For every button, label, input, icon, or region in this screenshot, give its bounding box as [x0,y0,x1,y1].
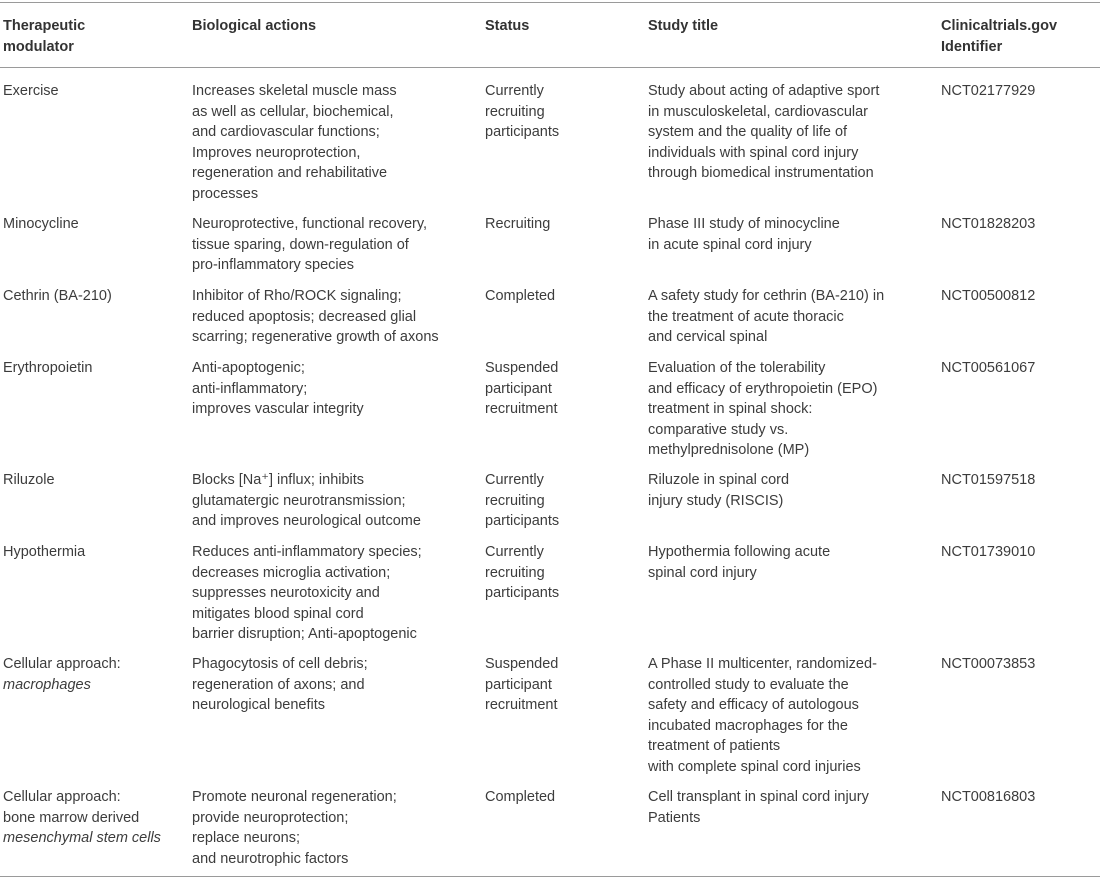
cell-biological-actions: Inhibitor of Rho/ROCK signaling; reduced apoptosis; decreased glial scarring; regenerative growth of axons [192,288,439,345]
cell-study-title: Riluzole in spinal cord injury study (RISCIS) [648,472,790,509]
cell-status: Completed [485,288,556,304]
cell-study-title: Cell transplant in spinal cord injury Patients [648,789,869,826]
cell-identifier: NCT02177929 [941,83,1036,99]
cell-status: Completed [485,789,556,805]
cell-modulator: Cellular approach: macrophages [3,656,121,693]
cell-study-title: Hypothermia following acute spinal cord injury [648,544,831,581]
header-therapeutic-modulator: Therapeutic modulator [3,18,86,55]
cell-modulator: Erythropoietin [3,360,93,376]
cell-identifier: NCT00561067 [941,360,1036,376]
cell-modulator: Riluzole [3,472,55,488]
cell-modulator: Cethrin (BA-210) [3,288,112,304]
cell-study-title: A Phase II multicenter, randomized- controlled study to evaluate the safety and efficacy of autologous incubated macrophages for the treatment of patients with complete spinal cord injuries [648,656,877,775]
cell-status: Currently recruiting participants [485,544,560,601]
cell-identifier: NCT01828203 [941,216,1036,232]
cell-modulator: Hypothermia [3,544,86,560]
cell-study-title: A safety study for cethrin (BA-210) in the treatment of acute thoracic and cervical spinal [648,288,885,345]
cell-study-title: Study about acting of adaptive sport in musculoskeletal, cardiovascular system and the quality of life of individuals with spinal cord injury through biomedical instrumentation [648,83,880,181]
cell-modulator: Cellular approach: bone marrow derived mesenchymal stem cells [3,789,161,846]
cell-study-title: Phase III study of minocycline in acute spinal cord injury [648,216,840,253]
cell-biological-actions: Anti-apoptogenic; anti-inflammatory; improves vascular integrity [192,360,364,417]
cell-status: Currently recruiting participants [485,83,560,140]
header-biological-actions: Biological actions [192,18,317,34]
cell-status: Recruiting [485,216,551,232]
cell-biological-actions: Promote neuronal regeneration; provide neuroprotection; replace neurons; and neurotrophic factors [192,789,397,867]
cell-modulator: Exercise [3,83,59,99]
cell-biological-actions: Phagocytosis of cell debris; regeneration of axons; and neurological benefits [192,656,368,713]
cell-identifier: NCT00073853 [941,656,1036,672]
table-bottom-rule [0,876,1100,877]
cell-biological-actions: Blocks [Na⁺] influx; inhibits glutamatergic neurotransmission; and improves neurological outcome [192,472,421,529]
cell-status: Suspended participant recruitment [485,360,559,417]
cell-biological-actions: Neuroprotective, functional recovery, tissue sparing, down-regulation of pro-inflammatory species [192,216,428,273]
cell-identifier: NCT00816803 [941,789,1036,805]
cell-biological-actions: Increases skeletal muscle mass as well as cellular, biochemical, and cardiovascular functions; Improves neuroprotection, regeneration and rehabilitative processes [192,83,397,202]
cell-status: Suspended participant recruitment [485,656,559,713]
cell-identifier: NCT01597518 [941,472,1036,488]
cell-status: Currently recruiting participants [485,472,560,529]
header-clinicaltrials-identifier: Clinicaltrials.gov Identifier [941,18,1058,55]
cell-study-title: Evaluation of the tolerability and efficacy of erythropoietin (EPO) treatment in spinal shock: comparative study vs. methylprednisolone (MP) [648,360,878,458]
header-rule [0,67,1100,68]
header-status: Status [485,18,530,34]
cell-modulator: Minocycline [3,216,79,232]
cell-identifier: NCT01739010 [941,544,1036,560]
cell-identifier: NCT00500812 [941,288,1036,304]
table-header-row [0,0,1100,67]
header-study-title: Study title [648,18,719,34]
cell-biological-actions: Reduces anti-inflammatory species; decreases microglia activation; suppresses neurotoxicity and mitigates blood spinal cord barrier disruption; Anti-apoptogenic [192,544,422,642]
